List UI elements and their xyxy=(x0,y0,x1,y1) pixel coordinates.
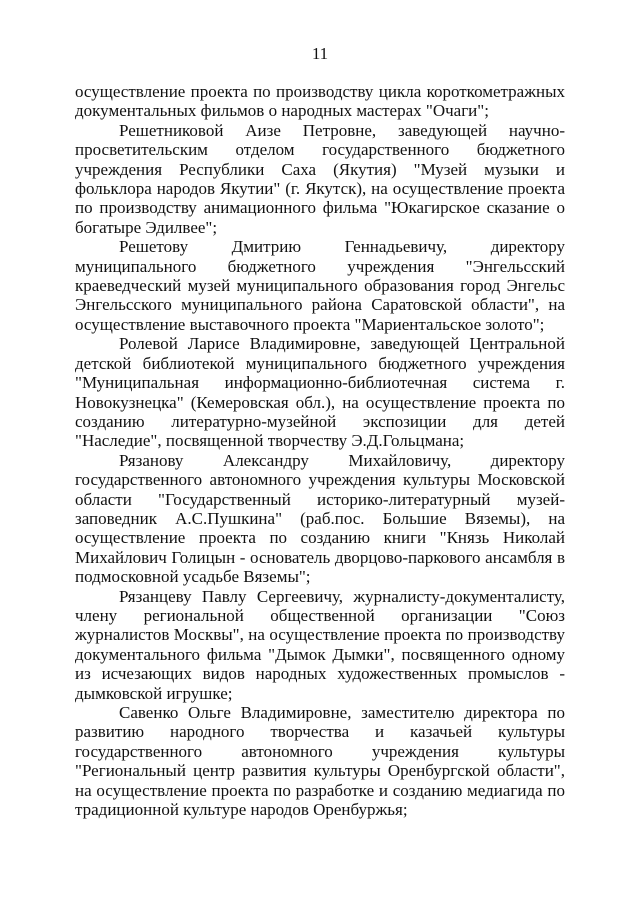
paragraph-savenko: Савенко Ольге Владимировне, заместителю директора по развитию народного творчества и казачьей культуры государственного автономного учреждения культуры "Региональный центр развития культуры Оренбургской области", на осуществление проекта по разработке и созданию медиагида по традиционной культуре народов Оренбуржья; xyxy=(75,703,565,820)
paragraph-ryazantsev: Рязанцеву Павлу Сергеевичу, журналисту-документалисту, члену региональной общественной организации "Союз журналистов Москвы", на осуществление проекта по производству документального фильма "Дымок Дымки", посвященного одному из исчезающих видов народных художественных промыслов - дымковской игрушке; xyxy=(75,586,565,703)
paragraph-ryazanov: Рязанову Александру Михайловичу, директору государственного автономного учреждения культуры Московской области "Государственный историко-литературный музей-заповедник А.С.Пушкина" (раб.пос. Большие Вяземы), на осуществление проекта по созданию книги "Князь Николай Михайлович Голицын - основатель дворцово-паркового ансамбля в подмосковной усадьбе Вяземы"; xyxy=(75,450,565,587)
paragraph-reshetnikova: Решетниковой Аизе Петровне, заведующей научно-просветительским отделом государственного бюджетного учреждения Республики Саха (Якутия) "Музей музыки и фольклора народов Якутии" (г. Якутск), на осуществление проекта по производству анимационного фильма "Юкагирское сказание о богатыре Эдилвее"; xyxy=(75,120,565,237)
paragraph-reshetov: Решетову Дмитрию Геннадьевичу, директору муниципального бюджетного учреждения "Энгельсский краеведческий музей муниципального образования город Энгельс Энгельсского муниципального района Саратовской области", на осуществление выставочного проекта "Мариентальское золото"; xyxy=(75,237,565,334)
paragraph-continuation: осуществление проекта по производству цикла короткометражных документальных фильмов о народных мастерах "Очаги"; xyxy=(75,82,565,121)
paragraph-roleva: Ролевой Ларисе Владимировне, заведующей Центральной детской библиотекой муниципального бюджетного учреждения "Муниципальная информационно-библиотечная система г. Новокузнецка" (Кемеровская обл.), на осуществление проекта по созданию литературно-музейной экспозиции для детей "Наследие", посвященной творчеству Э.Д.Гольцмана; xyxy=(75,334,565,451)
document-body xyxy=(75,82,565,819)
page-number: 11 xyxy=(311,44,329,63)
